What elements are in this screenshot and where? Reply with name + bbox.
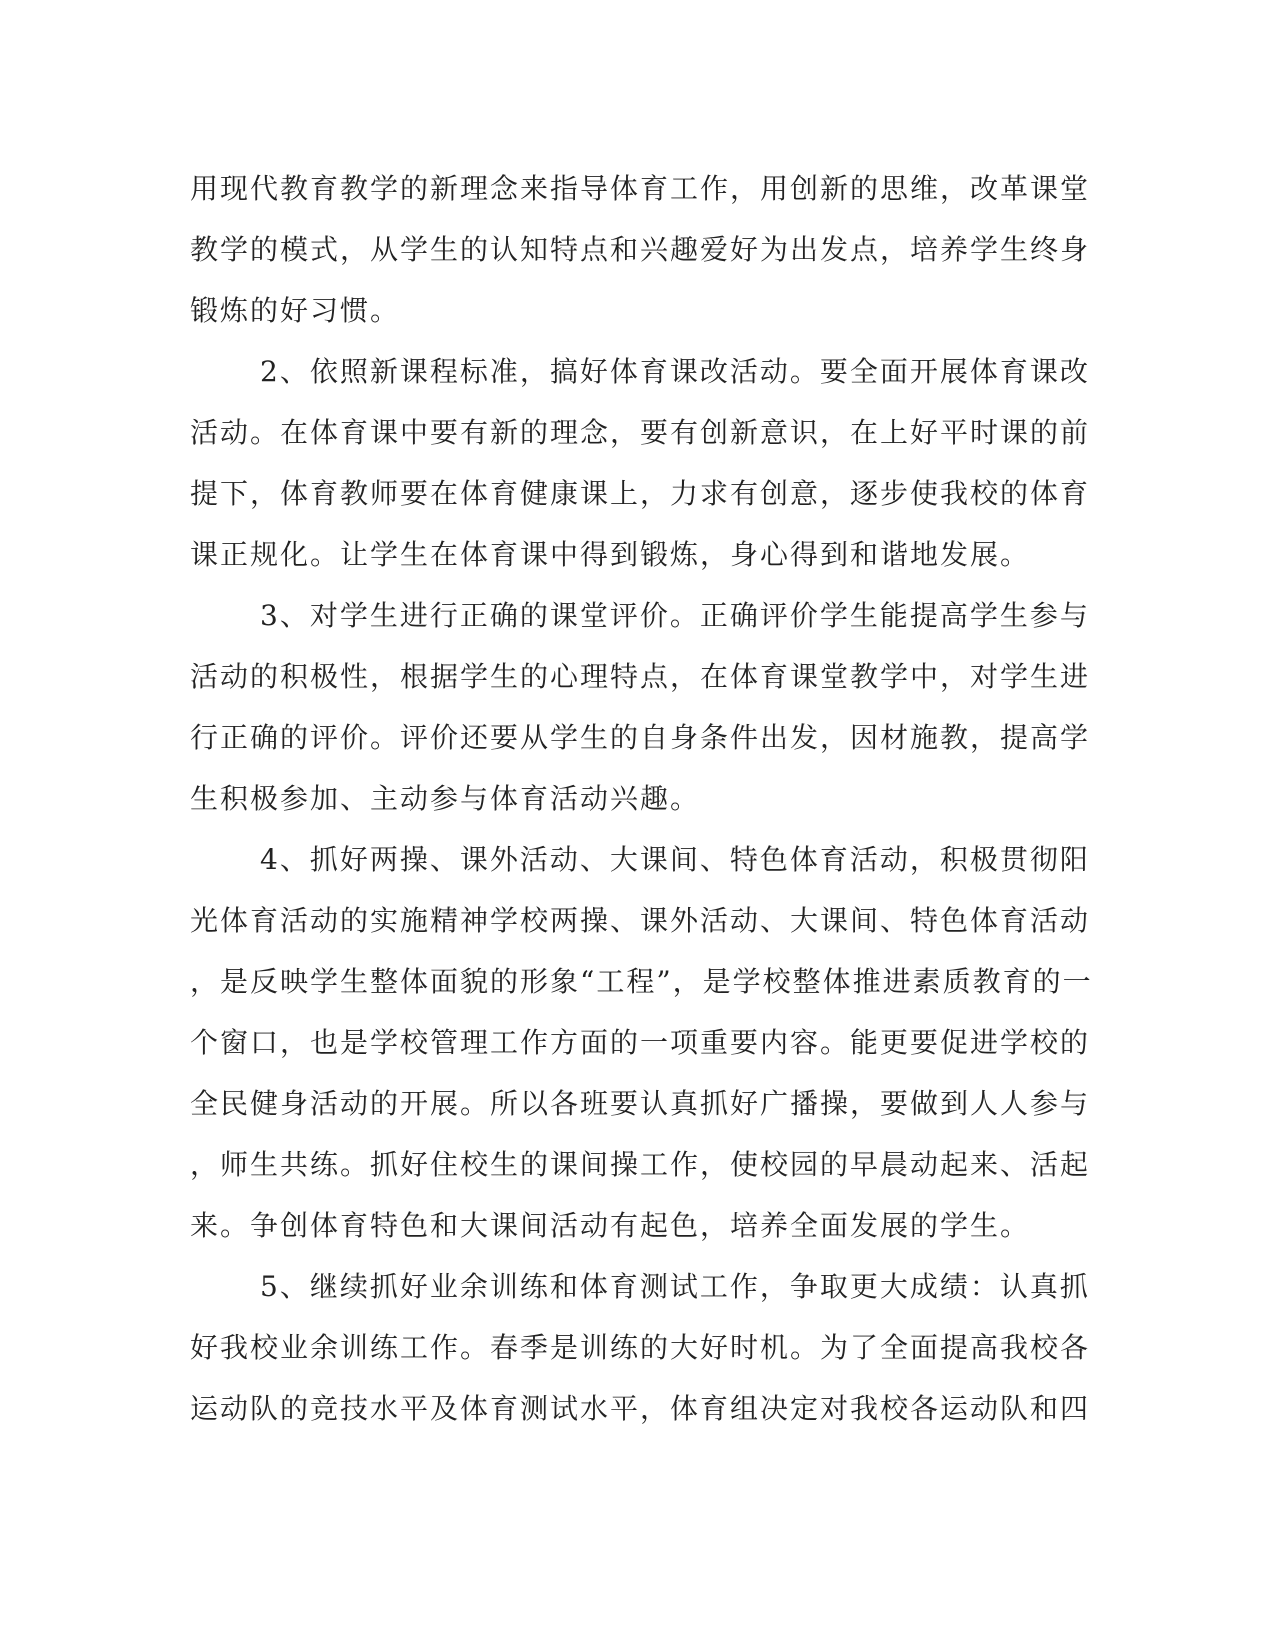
text-line: 运动队的竞技水平及体育测试水平，体育组决定对我校各运动队和四 [190,1392,1091,1425]
paragraph-4-first-line: 4、抓好两操、课外活动、大课间、特色体育活动，积极贯彻阳 [260,843,1090,876]
body-text [190,158,1093,1439]
text-line: 光体育活动的实施精神学校两操、课外活动、大课间、特色体育活动 [190,904,1091,937]
text-line: ，是反映学生整体面貌的形象“工程”，是学校整体推进素质教育的一 [190,965,1093,998]
text-line: 用现代教育教学的新理念来指导体育工作，用创新的思维，改革课堂 [190,172,1091,205]
text-line: ，师生共练。抓好住校生的课间操工作，使校园的早晨动起来、活起 [190,1148,1091,1181]
paragraph-5-first-line: 5、继续抓好业余训练和体育测试工作，争取更大成绩：认真抓 [260,1270,1090,1303]
text-line: 生积极参加、主动参与体育活动兴趣。 [190,782,701,815]
text-line: 来。争创体育特色和大课间活动有起色，培养全面发展的学生。 [190,1209,1031,1242]
text-line: 锻炼的好习惯。 [190,294,401,327]
paragraph-2-first-line: 2、依照新课程标准，搞好体育课改活动。要全面开展体育课改 [260,355,1090,388]
text-line: 个窗口，也是学校管理工作方面的一项重要内容。能更要促进学校的 [190,1026,1091,1059]
text-line: 提下，体育教师要在体育健康课上，力求有创意，逐步使我校的体育 [190,477,1091,510]
text-line: 课正规化。让学生在体育课中得到锻炼，身心得到和谐地发展。 [190,538,1031,571]
text-line: 行正确的评价。评价还要从学生的自身条件出发，因材施教，提高学 [190,721,1091,754]
text-line: 教学的模式，从学生的认知特点和兴趣爱好为出发点，培养学生终身 [190,233,1091,266]
text-line: 全民健身活动的开展。所以各班要认真抓好广播操，要做到人人参与 [190,1087,1091,1120]
text-line: 活动。在体育课中要有新的理念，要有创新意识，在上好平时课的前 [190,416,1091,449]
paragraph-3-first-line: 3、对学生进行正确的课堂评价。正确评价学生能提高学生参与 [260,599,1090,632]
text-line: 好我校业余训练工作。春季是训练的大好时机。为了全面提高我校各 [190,1331,1091,1364]
text-line: 活动的积极性，根据学生的心理特点，在体育课堂教学中，对学生进 [190,660,1091,693]
